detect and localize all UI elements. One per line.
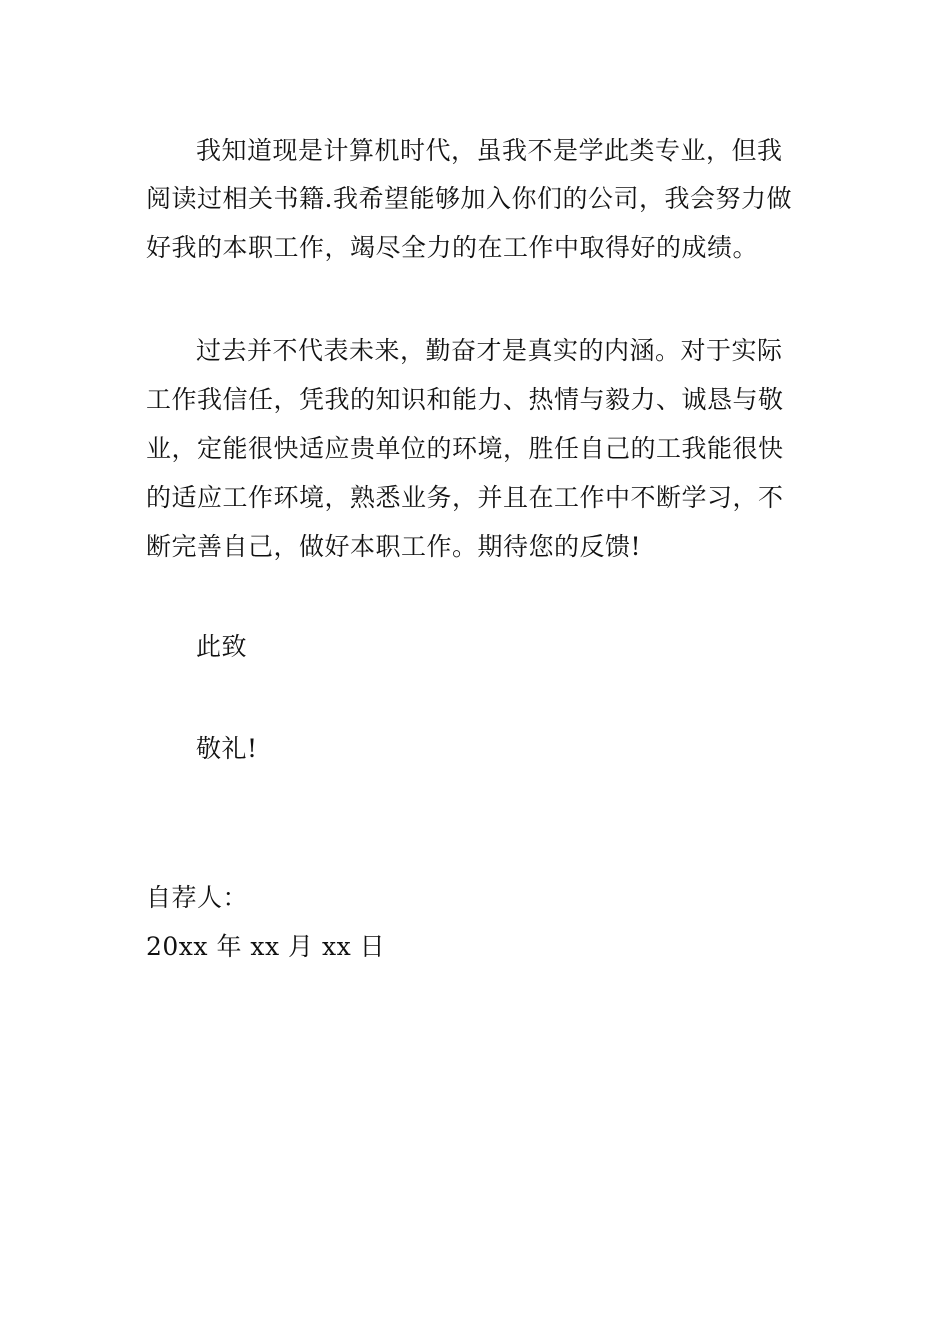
signature-label: 自荐人： [146, 883, 249, 912]
paragraph-2-line-4: 的适应工作环境，熟悉业务，并且在工作中不断学习，不 [146, 483, 784, 512]
paragraph-2-line-5: 断完善自己，做好本职工作。期待您的反馈! [146, 532, 642, 561]
date-line: 20xx 年 xx 月 xx 日 [146, 932, 386, 961]
paragraph-2-line-3: 业，定能很快适应贵单位的环境，胜任自己的工我能很快 [146, 434, 784, 463]
salutation-text: 敬礼! [196, 734, 258, 763]
paragraph-1-line-2: 阅读过相关书籍.我希望能够加入你们的公司，我会努力做 [146, 184, 792, 213]
closing-text: 此致 [196, 632, 248, 661]
paragraph-1-line-3: 好我的本职工作，竭尽全力的在工作中取得好的成绩。 [146, 233, 759, 262]
paragraph-2-line-1: 过去并不代表未来，勤奋才是真实的内涵。对于实际 [196, 336, 783, 365]
paragraph-2-line-2: 工作我信任，凭我的知识和能力、热情与毅力、诚恳与敬 [146, 385, 784, 414]
paragraph-1-line-1: 我知道现是计算机时代，虽我不是学此类专业，但我 [196, 136, 783, 165]
